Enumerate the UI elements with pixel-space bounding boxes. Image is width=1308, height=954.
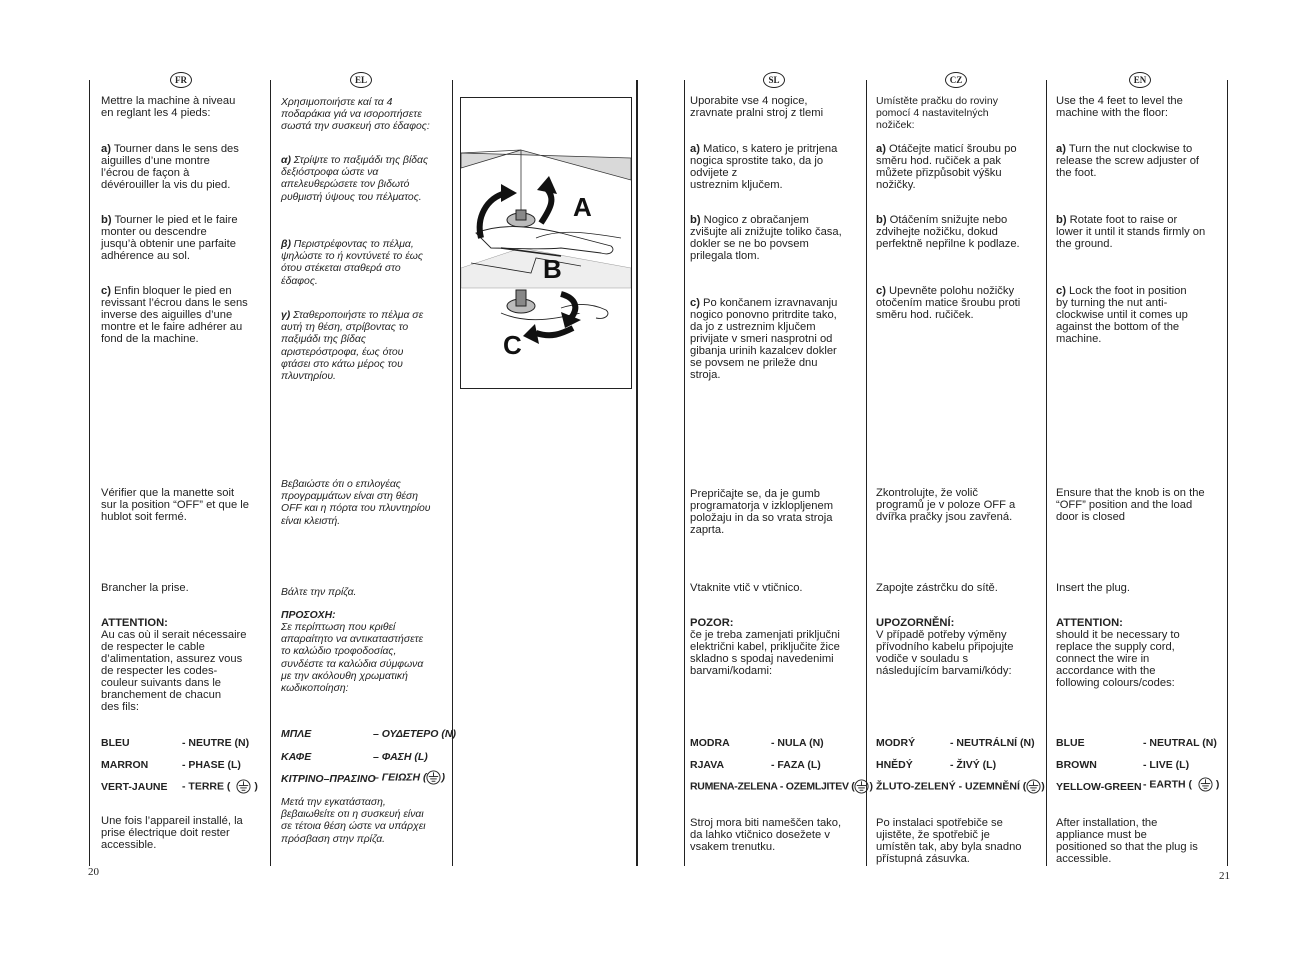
fr-attention-title: ATTENTION: — [101, 617, 168, 629]
wire-color: VERT-JAUNE — [101, 781, 168, 793]
earth-symbol-icon — [1026, 779, 1041, 794]
en-step-b — [1056, 214, 1205, 250]
wire-color: BROWN — [1056, 759, 1097, 771]
el-step-b — [281, 239, 423, 288]
sl-step-b-label: b) — [690, 214, 701, 226]
language-badge-el: EL — [350, 72, 372, 88]
el-step-b-text: Περιστρέφοντας το πέλμα, ψηλώστε το ή κοντύνετέ το έως ότου στέκεται σταθερά στο έδαφος. — [281, 239, 423, 287]
sl-wire-row — [690, 779, 873, 794]
cz-step-a-text: Otáčejte maticí šroubu po směru hod. ručiček a pak můžete přizpůsobit výšku nožičky. — [876, 143, 1017, 191]
en-wire-row — [1056, 737, 1085, 749]
language-badge-en: EN — [1129, 72, 1151, 88]
en-step-c — [1056, 285, 1188, 345]
cz-step-c-label: c) — [876, 285, 886, 297]
wire-color: ΚΑΦΕ — [281, 751, 312, 763]
el-wire-row — [281, 751, 311, 763]
el-step-a — [281, 155, 428, 204]
foot-adjustment-drawing — [461, 98, 631, 388]
en-wire-meaning: - LIVE (L) — [1143, 759, 1190, 771]
cz-intro: Umístěte pračku do roviny pomocí 4 nastavitelných nožiček: — [876, 95, 998, 131]
en-plug: Insert the plug. — [1056, 582, 1131, 594]
fr-intro: Mettre la machine à niveau en reglant les 4 pieds: — [101, 95, 236, 119]
language-badge-sl: SL — [763, 72, 785, 88]
earth-symbol-icon — [236, 779, 251, 794]
fr-final-note: Une fois l’appareil installé, la prise électrique doit rester accessible. — [101, 815, 243, 851]
cz-plug: Zapojte zástrčku do sítě. — [876, 582, 998, 594]
wire-meaning-text: - TERRE ( — [182, 780, 231, 793]
cz-wire-meaning: - ŽIVÝ (L) — [950, 759, 997, 771]
en-attention-text: should it be necessary to replace the supply cord, connect the wire in accordance with the following colours/codes: — [1056, 629, 1180, 689]
sl-knob-check: Prepričajte se, da je gumb programatorja v izklopljenem položaju in da so vrata stroja zaprta. — [690, 488, 834, 536]
fr-wire-row — [101, 781, 168, 793]
cz-step-b — [876, 214, 1020, 250]
sl-step-b-text: Nogico z obračanjem zvišujte ali znižujte toliko časa, dokler se ne bo povsem prilegala tlom. — [690, 214, 842, 262]
wire-meaning-close: ) — [1215, 778, 1220, 791]
fr-step-c-text: Enfin bloquer le pied en revissant l’écrou dans le sens inverse des aiguilles d’une montre et le faire adhérer au fond de la machine. — [101, 285, 248, 345]
earth-symbol-icon — [426, 770, 441, 785]
language-badge-fr: FR — [170, 72, 192, 88]
en-attention-title: ATTENTION: — [1056, 617, 1123, 629]
cz-attention-text: V případě potřeby výměny přívodního kabelu připojujte vodiče v souladu s následujícím barvami/kódy: — [876, 629, 1014, 677]
el-wire-meaning: – ΟΥΔΕΤΕΡΟ (Ν) — [373, 728, 456, 740]
earth-symbol-icon — [1198, 777, 1213, 792]
column-rule — [452, 80, 453, 866]
fr-wire-meaning: - NEUTRE (N) — [182, 737, 250, 749]
fr-step-a — [101, 143, 239, 191]
wire-meaning-close: ) — [254, 780, 258, 793]
el-plug: Βάλτε την πρίζα. — [281, 587, 357, 598]
wire-color: MODRA — [690, 737, 730, 749]
fr-step-c-label: c) — [101, 285, 111, 297]
column-rule — [684, 80, 685, 866]
sl-wire-row — [690, 737, 730, 749]
el-attention-title: ΠΡΟΣΟΧΗ: — [281, 610, 336, 621]
column-rule — [866, 80, 867, 866]
label-c: C — [503, 330, 522, 360]
fr-plug: Brancher la prise. — [101, 582, 189, 594]
el-step-c-text: Σταθεροποιήστε το πέλμα σε αυτή τη θέση, στρίβοντας το παξιμάδι της βίδας αριστερόστροφα, έως ότου φτάσει στο κάτω μέρος του πλυντηρίου. — [281, 310, 424, 383]
el-step-b-label: β) — [281, 239, 291, 250]
cz-step-b-text: Otáčením snižujte nebo zdvihejte nožičku, dokud perfektně nepřilne k podlaze. — [876, 214, 1020, 250]
en-step-c-text: Lock the foot in position by turning the nut anti- clockwise until it comes up against the bottom of the machine. — [1056, 285, 1188, 345]
en-intro: Use the 4 feet to level the machine with the floor: — [1056, 95, 1183, 119]
el-step-c-label: γ) — [281, 310, 291, 321]
cz-step-c — [876, 285, 1020, 321]
cz-step-c-text: Upevněte polohu nožičky otočením matice šroubu proti směru hod. ručiček. — [876, 285, 1021, 321]
wire-color: HNĚDÝ — [876, 759, 913, 771]
column-rule — [1227, 80, 1228, 866]
fr-wire-meaning — [182, 779, 258, 794]
fr-step-b-label: b) — [101, 214, 112, 226]
sl-final-note: Stroj mora biti nameščen tako, da lahko vtičnico dosežete v vsakem trenutku. — [690, 817, 842, 853]
fr-wire-row — [101, 737, 130, 749]
cz-step-a — [876, 143, 1017, 191]
cz-step-b-label: b) — [876, 214, 887, 226]
wire-color: MARRON — [101, 759, 149, 771]
sl-wire-meaning: - FAZA (L) — [771, 759, 821, 771]
sl-attention-text: če je treba zamenjati priključni električni kabel, priključite žice skladno s spodaj navedenimi barvami/kodami: — [690, 629, 840, 677]
sl-step-c — [690, 297, 837, 381]
cz-knob-check: Zkontrolujte, že volič programů je v poloze OFF a dvířka pračky jsou zavřená. — [876, 487, 1016, 523]
fr-knob-check: Vérifier que la manette soit sur la position “OFF” et que le hublot soit fermé. — [101, 487, 249, 523]
fr-step-b — [101, 214, 238, 262]
wire-color: YELLOW-GREEN — [1056, 781, 1142, 793]
wire-color: RJAVA — [690, 759, 725, 771]
en-wire-row — [1056, 759, 1097, 771]
cz-step-a-label: a) — [876, 143, 886, 155]
label-b: B — [543, 254, 562, 284]
wire-meaning-close: ) — [1041, 780, 1045, 793]
en-step-a-text: Turn the nut clockwise to release the screw adjuster of the foot. — [1056, 143, 1200, 179]
en-wire-row — [1056, 781, 1142, 793]
el-step-a-label: α) — [281, 155, 291, 166]
fr-step-a-label: a) — [101, 143, 111, 155]
fr-step-c — [101, 285, 248, 345]
language-badge-cz: CZ — [945, 72, 967, 88]
wire-color: ŽLUTO-ZELENÝ - UZEMNĚNÍ ( — [876, 780, 1027, 793]
fr-step-a-text: Tourner dans le sens des aiguilles d’une montre l’écrou de façon à dévérouiller la vis du pied. — [101, 143, 239, 191]
el-knob-check: Βεβαιώστε ότι ο επιλογέας προγραμμάτων είναι στη θέση OFF και η πόρτα του πλυντηρίου είναι κλειστή. — [281, 479, 431, 527]
column-rule — [1046, 80, 1047, 866]
wire-color: ΚΙΤΡΙΝΟ–ΠΡΑΣΙΝΟ — [281, 773, 376, 785]
en-wire-meaning — [1143, 777, 1219, 792]
sl-wire-row — [690, 759, 724, 771]
en-step-a — [1056, 143, 1199, 179]
earth-symbol-icon — [854, 779, 869, 794]
sl-step-b — [690, 214, 842, 262]
wire-meaning-close: ) — [441, 771, 445, 784]
wire-color: MODRÝ — [876, 737, 916, 749]
en-knob-check: Ensure that the knob is on the “OFF” position and the load door is closed — [1056, 487, 1205, 523]
cz-wire-meaning: - NEUTRÁLNÍ (N) — [950, 737, 1035, 749]
fr-wire-row — [101, 759, 148, 771]
fr-wire-meaning: - PHASE (L) — [182, 759, 241, 771]
fr-step-b-text: Tourner le pied et le faire monter ou descendre jusqu’à obtenir une parfaite adhérence au sol. — [101, 214, 238, 262]
sl-attention-title: POZOR: — [690, 617, 734, 629]
sl-step-c-text: Po končanem izravnavanju nogico ponovno pritrdite tako, da jo z ustreznim ključem privijate v smeri nasprotni od gibanja urinih kazalcev dokler se povsem ne prileže dnu stroja. — [690, 297, 838, 381]
el-final-note: Μετά την εγκατάσταση, βεβαιωθείτε οτι η συσκευή είναι σε τέτοια θέση ώστε να υπάρχει πρόσβαση στην πρίζα. — [281, 797, 426, 845]
el-attention-text: Σε περίπτωση που κριθεί απαραίτητο να αντικαταστήσετε το καλώδιο τροφοδοσίας, συνδέστε τα καλώδια σύμφωνα με την ακόλουθη χρωματική κωδικοποίηση: — [281, 622, 424, 695]
el-intro: Χρησιμοποιήστε καί τα 4 ποδαράκια γιά να ισοροπήσετε σωστά την συσκευή στο έδαφος: — [281, 97, 430, 133]
page-divider — [636, 80, 638, 866]
en-wire-meaning: - NEUTRAL (N) — [1143, 737, 1217, 749]
cz-wire-row — [876, 737, 915, 749]
cz-attention-title: UPOZORNĚNÍ: — [876, 617, 955, 629]
el-wire-row — [281, 728, 311, 740]
el-wire-meaning — [373, 770, 445, 785]
sl-plug: Vtaknite vtič v vtičnico. — [690, 582, 803, 594]
cz-wire-row — [876, 759, 913, 771]
el-step-a-text: Στρίψτε το παξιμάδι της βίδας δεξιόστροφα ώστε να απελευθερώσετε τον βιδωτό ρυθμιστή ύψους του πέλματος. — [281, 155, 429, 203]
en-step-c-label: c) — [1056, 285, 1066, 297]
sl-step-a-text: Matico, s katero je pritrjena nogica sprostite tako, da jo odvijete z ustreznim ključem. — [690, 143, 838, 191]
sl-step-a — [690, 143, 837, 191]
column-rule — [89, 80, 90, 866]
en-step-b-label: b) — [1056, 214, 1067, 226]
foot-adjustment-illustration — [460, 97, 632, 389]
en-step-b-text: Rotate foot to raise or lower it until it stands firmly on the ground. — [1056, 214, 1206, 250]
el-step-c — [281, 310, 423, 383]
wire-meaning-close: ) — [869, 780, 873, 793]
sl-intro: Uporabite vse 4 nogice, zravnate pralni stroj z tlemi — [690, 95, 824, 119]
wire-meaning-text: – ΓΕΙΩΣΗ ( — [373, 771, 427, 784]
label-a: A — [573, 192, 592, 222]
sl-wire-meaning: - NULA (N) — [771, 737, 824, 749]
el-wire-row — [281, 773, 376, 785]
page-number-left: 20 — [88, 866, 99, 878]
wire-color: ΜΠΛΕ — [281, 728, 312, 740]
sl-step-a-label: a) — [690, 143, 700, 155]
en-step-a-label: a) — [1056, 143, 1066, 155]
sl-step-c-label: c) — [690, 297, 700, 309]
wire-meaning-text: - EARTH ( — [1143, 778, 1192, 791]
en-final-note: After installation, the appliance must be positioned so that the plug is accessible. — [1056, 817, 1198, 865]
cz-wire-row — [876, 779, 1045, 794]
column-rule — [270, 80, 271, 866]
wire-color: BLUE — [1056, 737, 1085, 749]
fr-attention-text: Au cas où il serait nécessaire de respecter le cable d’alimentation, assurez vous de respecter les codes- couleur suivants dans le branchement de chacun des fils: — [101, 629, 247, 713]
wire-color: BLEU — [101, 737, 130, 749]
page-number-right: 21 — [1219, 870, 1230, 882]
wire-color: RUMENA-ZELENA - OZEMLJITEV ( — [690, 780, 855, 793]
cz-final-note: Po instalaci spotřebiče se ujistěte, že spotřebič je umístěn tak, aby byla snadno přístupná zásuvka. — [876, 817, 1022, 865]
el-wire-meaning: – ΦΑΣΗ (L) — [373, 751, 428, 763]
